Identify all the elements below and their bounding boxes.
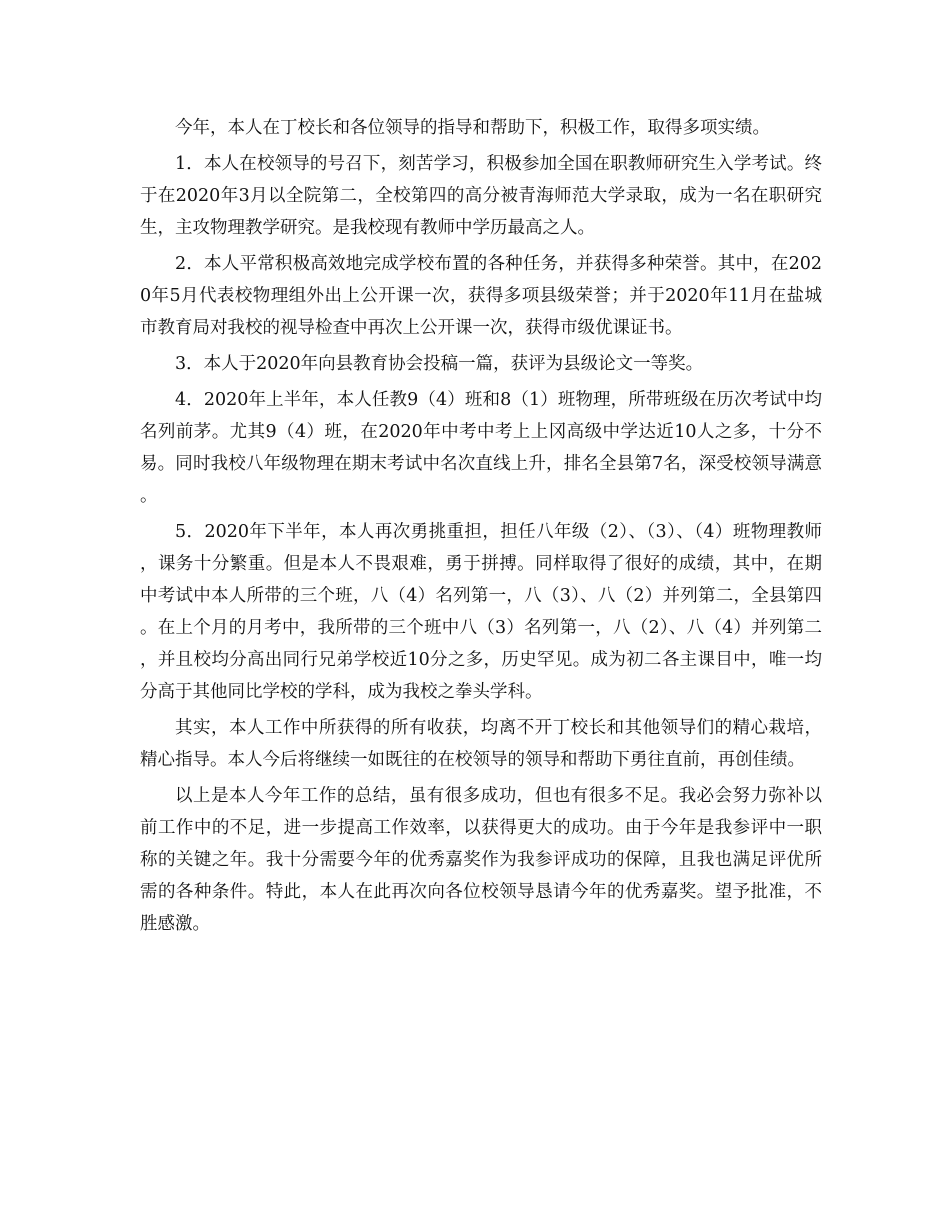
paragraph-intro: 今年，本人在丁校长和各位领导的指导和帮助下，积极工作，取得多项实绩。 bbox=[175, 118, 770, 138]
paragraph-conclusion: 以上是本人今年工作的总结，虽有很多成功，但也有很多不足。我必会努力弥补以前工作中的不足，进一步提高工作效率，以获得更大的成功。由于今年是我参评中一职称的关键之年。我十分需要今年的优秀嘉奖作为我参评成功的保障，且我也满足评优所需的各种条件。特此，本人在此再次向各位校领导恳请今年的优秀嘉奖。望予批准，不胜感激。 bbox=[140, 786, 822, 934]
document-body bbox=[140, 112, 822, 940]
paragraph-item-1: 1．本人在校领导的号召下，刻苦学习，积极参加全国在职教师研究生入学考试。终于在2020年3月以全院第二，全校第四的高分被青海师范大学录取，成为一名在职研究生，主攻物理教学研究。是我校现有教师中学历最高之人。 bbox=[140, 154, 822, 238]
paragraph-item-4: 4．2020年上半年，本人任教9（4）班和8（1）班物理，所带班级在历次考试中均名列前茅。尤其9（4）班，在2020年中考中考上上冈高级中学达近10人之多，十分不易。同时我校八年级物理在期末考试中名次直线上升，排名全县第7名，深受校领导满意。 bbox=[140, 390, 822, 506]
paragraph-item-3: 3．本人于2020年向县教育协会投稿一篇，获评为县级论文一等奖。 bbox=[175, 354, 704, 374]
paragraph-item-5: 5．2020年下半年，本人再次勇挑重担，担任八年级（2）、（3）、（4）班物理教师，课务十分繁重。但是本人不畏艰难，勇于拼搏。同样取得了很好的成绩，其中，在期中考试中本人所带的三个班，八（4）名列第一，八（3）、八（2）并列第二，全县第四。在上个月的月考中，我所带的三个班中八（3）名列第一，八（2）、八（4）并列第二，并且校均分高出同行兄弟学校近10分之多，历史罕见。成为初二各主课目中，唯一均分高于其他同比学校的学科，成为我校之拳头学科。 bbox=[140, 522, 822, 702]
paragraph-item-2: 2．本人平常积极高效地完成学校布置的各种任务，并获得多种荣誉。其中，在2020年5月代表校物理组外出上公开课一次，获得多项县级荣誉；并于2020年11月在盐城市教育局对我校的视导检查中再次上公开课一次，获得市级优课证书。 bbox=[140, 254, 822, 338]
paragraph-gratitude: 其实，本人工作中所获得的所有收获，均离不开丁校长和其他领导们的精心栽培，精心指导。本人今后将继续一如既往的在校领导的领导和帮助下勇往直前，再创佳绩。 bbox=[140, 718, 822, 770]
